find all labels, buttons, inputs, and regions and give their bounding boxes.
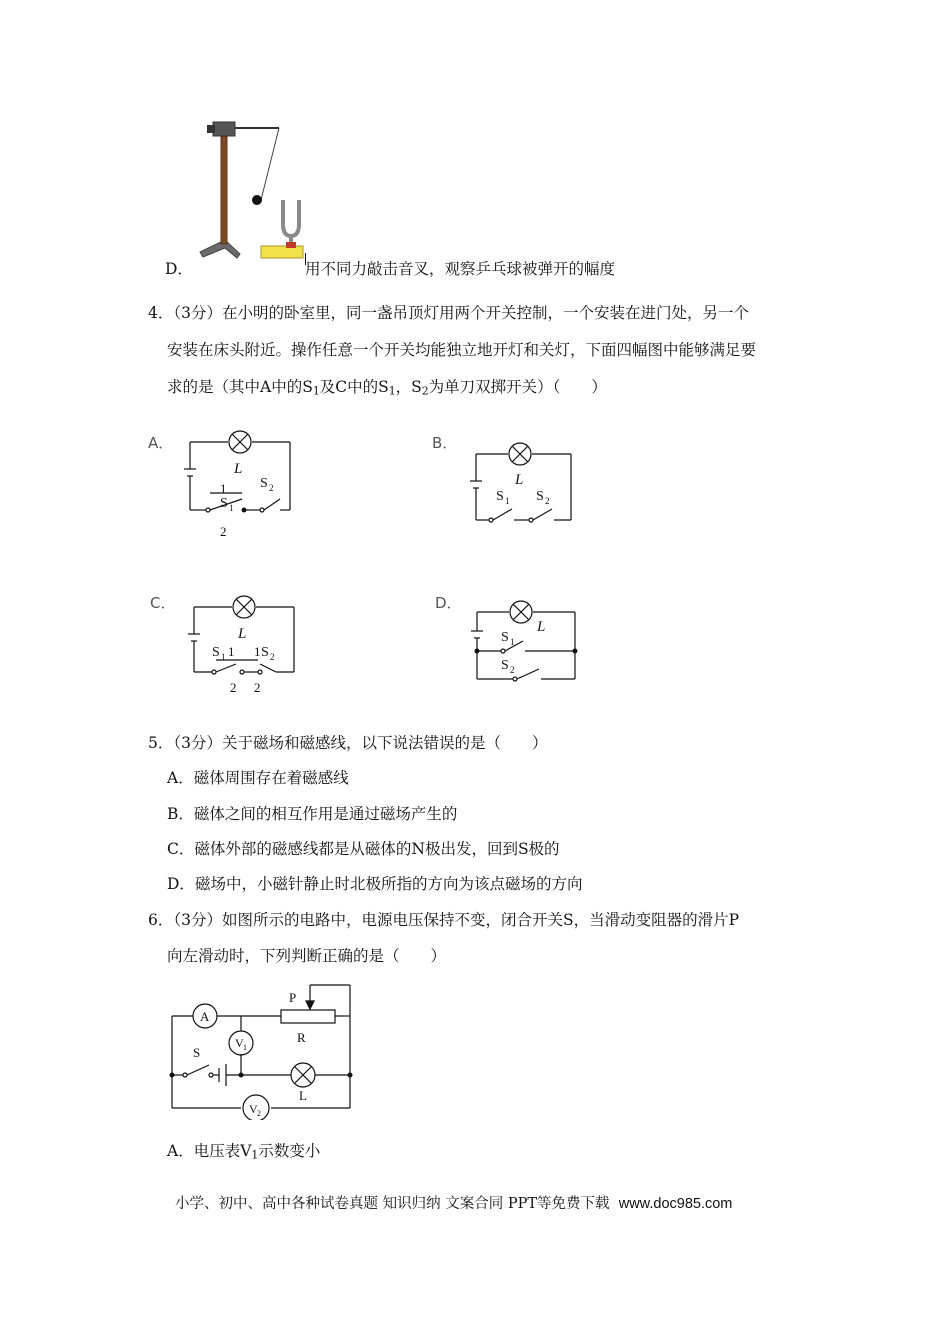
svg-text:S: S [496, 489, 504, 504]
option-label: D． [165, 260, 193, 278]
svg-text:1: 1 [220, 481, 227, 496]
q6-line1: 6．（3分）如图所示的电路中，电源电压保持不变，闭合开关S，当滑动变阻器的滑片P [148, 911, 740, 929]
svg-text:1: 1 [254, 644, 261, 659]
q4-line2: 安装在床头附近。操作任意一个开关均能独立地开灯和关灯，下面四幅图中能够满足要 [167, 341, 757, 359]
svg-text:L: L [299, 1088, 307, 1103]
svg-text:2: 2 [270, 652, 275, 662]
q5-option-a: A．磁体周围存在着磁感线 [167, 769, 349, 787]
circuit-c-label: C． [150, 594, 176, 612]
q5-option-b: B．磁体之间的相互作用是通过磁场产生的 [167, 805, 458, 823]
circuit-c-diagram [180, 590, 300, 702]
svg-text:S: S [261, 645, 269, 660]
svg-text:L: L [537, 619, 546, 635]
svg-text:A: A [200, 1009, 210, 1024]
svg-text:S: S [193, 1045, 201, 1060]
circuit-a-diagram [180, 425, 300, 543]
option-text: 用不同力敲击音叉，观察乒乓球被弹开的幅度 [304, 260, 615, 278]
svg-text:S: S [536, 489, 544, 504]
svg-text:S: S [501, 630, 509, 645]
svg-text:2: 2 [545, 496, 550, 506]
page-footer: 小学、初中、高中各种试卷真题 知识归纳 文案合同 PPT等免费下载 www.doc985.com [175, 1196, 733, 1212]
q6-line2: 向左滑动时，下列判断正确的是（ ） [167, 947, 447, 965]
circuit-d-diagram [465, 597, 580, 689]
q5-stem: 5．（3分）关于磁场和磁感线，以下说法错误的是（ ） [148, 734, 548, 752]
q6-circuit-diagram [165, 982, 360, 1120]
svg-text:S: S [260, 476, 268, 491]
svg-text:2: 2 [254, 680, 261, 695]
svg-text:2: 2 [269, 483, 274, 493]
svg-text:1: 1 [510, 637, 515, 647]
circuit-b-label: B． [432, 434, 458, 452]
svg-text:S: S [212, 645, 220, 660]
footer-url[interactable]: www.doc985.com [618, 1196, 733, 1212]
circuit-b-diagram [462, 435, 582, 527]
tuning-fork-apparatus-figure [195, 112, 310, 262]
q5-option-c: C．磁体外部的磁感线都是从磁体的N极出发，回到S极的 [167, 840, 560, 858]
circuit-d-label: D． [435, 594, 462, 612]
svg-text:S: S [220, 496, 228, 511]
q6-option-a: A．电压表$V_1$示数变小 [167, 1142, 321, 1162]
svg-text:L: L [515, 472, 524, 488]
svg-text:R: R [297, 1030, 306, 1045]
svg-text:2: 2 [257, 1109, 261, 1118]
svg-text:L: L [234, 461, 243, 477]
svg-text:2: 2 [510, 665, 515, 675]
svg-text:V: V [249, 1102, 258, 1116]
svg-text:1: 1 [228, 644, 235, 659]
svg-text:1: 1 [243, 1043, 247, 1052]
svg-text:1: 1 [229, 503, 234, 513]
svg-text:1: 1 [221, 652, 226, 662]
circuit-a-label: A． [148, 434, 174, 452]
q5-option-d: D．磁场中，小磁针静止时北极所指的方向为该点磁场的方向 [167, 875, 583, 893]
q4-line1: 4．（3分）在小明的卧室里，同一盏吊顶灯用两个开关控制，一个安装在进门处，另一个 [148, 304, 750, 322]
svg-text:1: 1 [505, 496, 510, 506]
svg-text:S: S [501, 658, 509, 673]
q3-option-d [165, 259, 615, 279]
svg-text:V: V [235, 1036, 244, 1050]
svg-text:P: P [289, 990, 297, 1005]
q4-line3: 求的是（其中A中的$S_1$及C中的$S_1$，$S_2$为单刀双掷开关）（ ） [167, 378, 607, 398]
svg-text:2: 2 [230, 680, 237, 695]
svg-text:L: L [238, 626, 247, 642]
svg-text:2: 2 [220, 524, 227, 539]
